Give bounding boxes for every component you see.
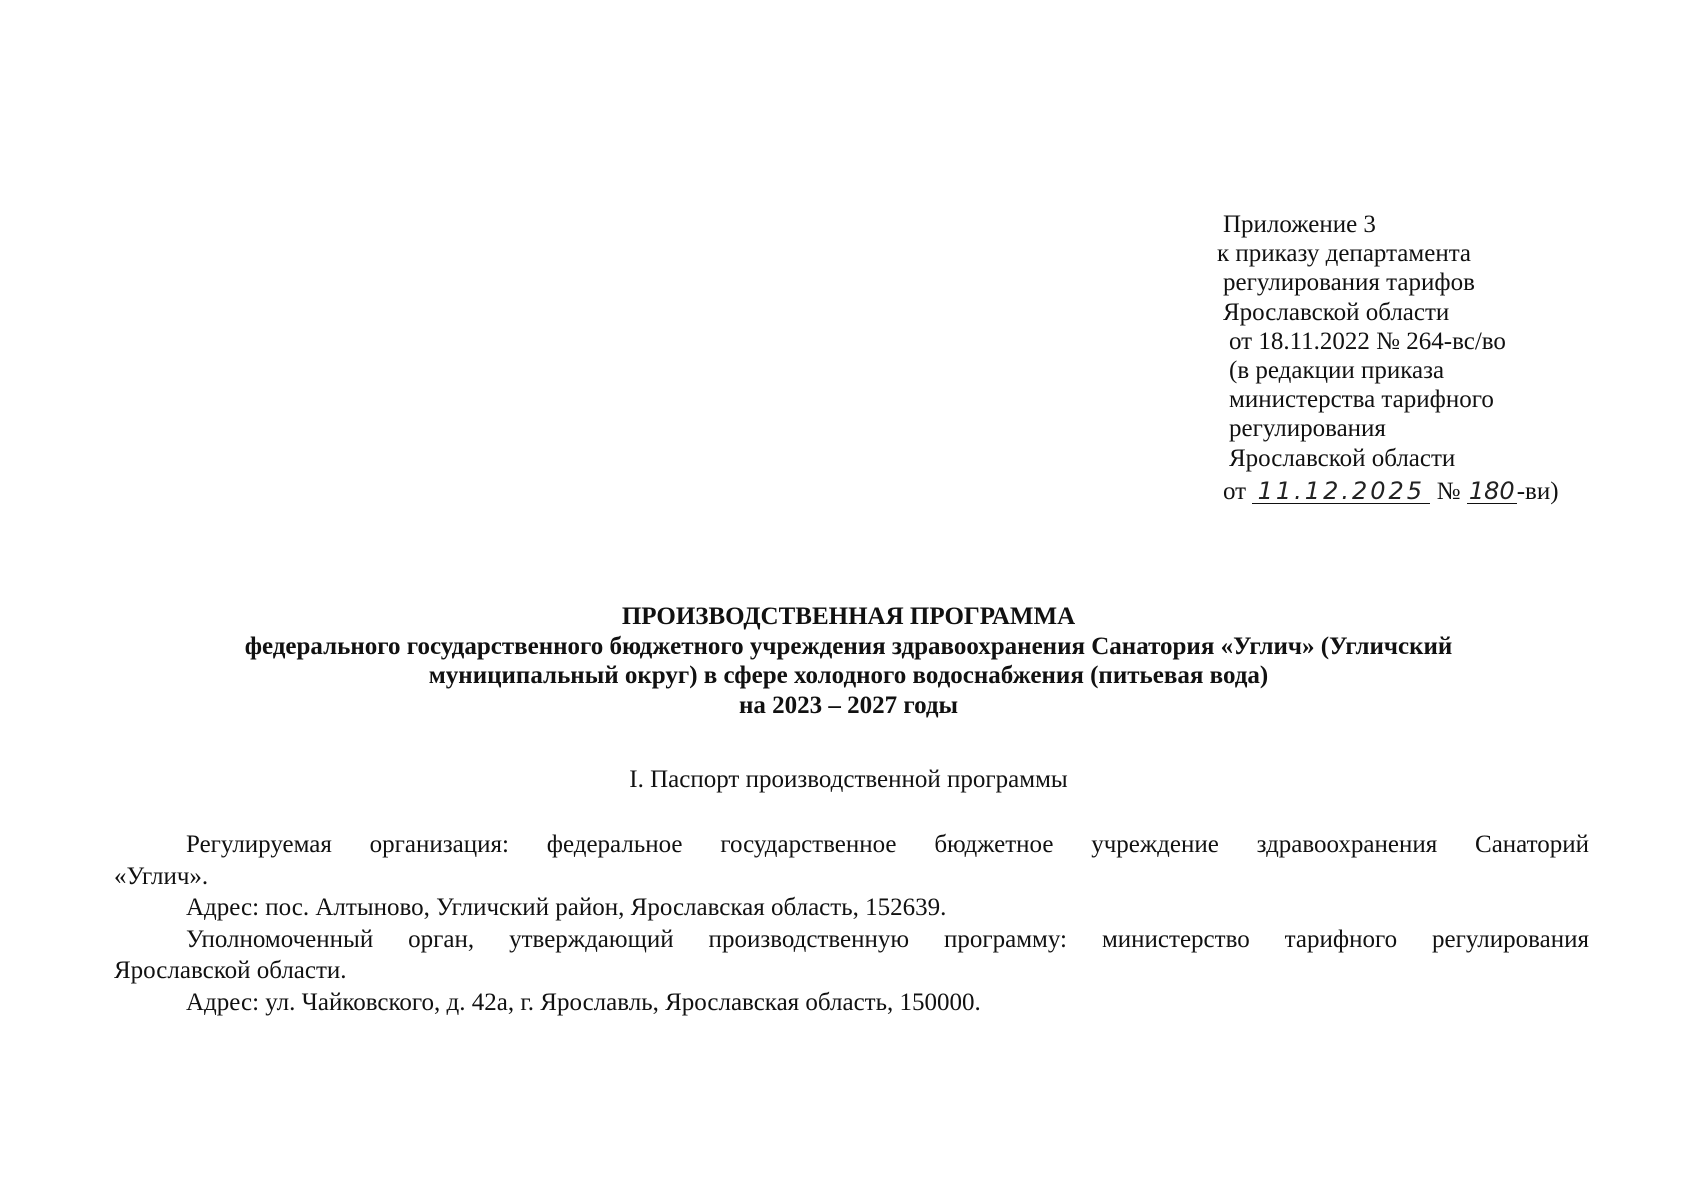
section-heading: I. Паспорт производственной программы bbox=[629, 766, 1068, 793]
authority-line: Уполномоченный орган, утверждающий производственную программу: министерство тарифного регулирования bbox=[186, 925, 1589, 953]
number-sign: № bbox=[1436, 477, 1461, 505]
handwritten-date: 11.12.2025 bbox=[1252, 479, 1430, 504]
appendix-line: Ярославской области bbox=[1223, 298, 1450, 326]
amendment-suffix: -ви) bbox=[1516, 477, 1559, 505]
appendix-line: (в редакции приказа bbox=[1229, 357, 1445, 385]
handwritten-number: 180 bbox=[1467, 479, 1517, 504]
appendix-line: Ярославской области bbox=[1229, 444, 1456, 472]
title-line: муниципальный округ) в сфере холодного водоснабжения (питьевая вода) bbox=[428, 662, 1269, 689]
appendix-line: регулирования bbox=[1229, 415, 1386, 443]
appendix-line: Приложение 3 bbox=[1223, 211, 1376, 238]
paragraph-organization bbox=[114, 829, 1589, 892]
appendix-amendment-line bbox=[1223, 477, 1663, 506]
appendix-line: к приказу департамента bbox=[1217, 240, 1472, 268]
title-line: федерального государственного бюджетного учреждения здравоохранения Санатория «Углич» (Угличский bbox=[244, 632, 1453, 660]
appendix-line: министерства тарифного bbox=[1229, 386, 1494, 414]
appendix-block bbox=[1217, 210, 1663, 506]
appendix-line: регулирования тарифов bbox=[1223, 269, 1475, 297]
paragraph-authority bbox=[114, 924, 1589, 987]
title-main: ПРОИЗВОДСТВЕННАЯ ПРОГРАММА bbox=[621, 603, 1076, 630]
org-line: Регулируемая организация: федеральное государственное бюджетное учреждение здравоохранения Санаторий bbox=[186, 831, 1589, 858]
document-title bbox=[120, 602, 1577, 720]
title-line: на 2023 – 2027 годы bbox=[738, 691, 959, 719]
passport-body bbox=[114, 829, 1589, 1019]
paragraph-org-address: Адрес: пос. Алтыново, Угличский район, Ярославская область, 152639. bbox=[186, 894, 947, 922]
appendix-line: от 18.11.2022 № 264-вс/во bbox=[1229, 327, 1506, 355]
amendment-prefix: от bbox=[1223, 477, 1247, 505]
paragraph-authority-address: Адрес: ул. Чайковского, д. 42а, г. Ярославль, Ярославская область, 150000. bbox=[186, 988, 981, 1016]
authority-line: Ярославской области. bbox=[114, 957, 347, 985]
org-line: «Углич». bbox=[114, 862, 209, 890]
